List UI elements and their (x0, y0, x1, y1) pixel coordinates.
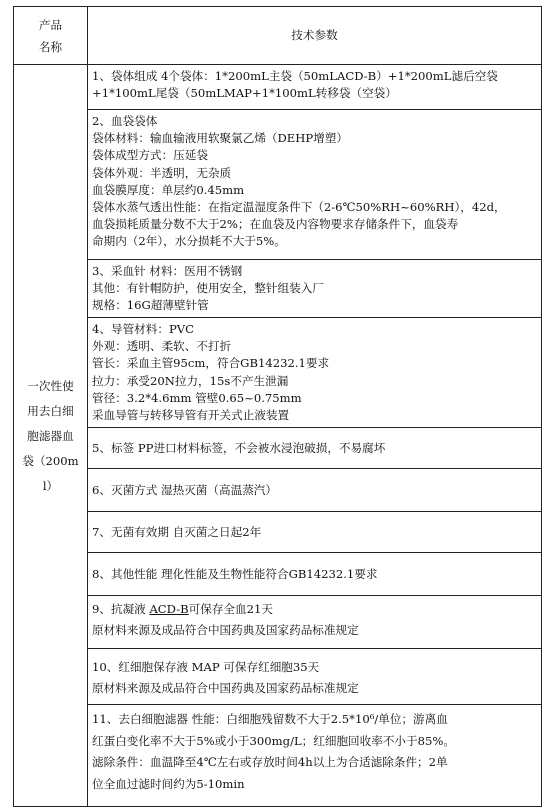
spec-row-11 (14, 705, 542, 807)
spec-4-line2: 外观：透明、柔软、不打折 (92, 339, 232, 354)
product-name-line3: 胞滤器血 (27, 428, 74, 443)
spec-cell-5: 5、标签 PP进口材料标签，不会被水浸泡破损，不易腐坏 (88, 428, 542, 469)
product-name-header-line2: 名称 (38, 40, 63, 54)
spec-2-line1: 2、血袋袋体 (92, 114, 158, 128)
spec-9-line1 (92, 599, 537, 620)
spec-2-line2: 袋体材料：输血输液用软聚氯乙烯（DEHP增塑） (92, 131, 348, 146)
product-name-header-line1: 产品 (38, 18, 63, 32)
spec-10-line2: 原材料来源及成品符合中国药典及国家药品标准规定 (92, 681, 359, 695)
spec-4-line3: 管长：采血主管95cm，符合GB14232.1要求 (92, 356, 330, 371)
spec-row-7 (14, 512, 542, 553)
spec-4-line4: 拉力：承受20N拉力，15s不产生泄漏 (92, 373, 289, 388)
product-name-line1: 一次性使 (27, 378, 74, 393)
spec-9-prefix: 9、抗凝液 (92, 602, 150, 616)
product-name-line4: 袋（200ml） (22, 453, 79, 493)
spec-row-8 (14, 553, 542, 596)
spec-cell-2 (88, 110, 542, 260)
spec-11-line4: 位全血过滤时间约为5-10min (92, 776, 245, 791)
spec-11-line3: 滤除条件：血温降至4℃左右或存放时间4h以上为合适滤除条件；2单 (92, 755, 448, 769)
spec-1-line2: +1*100mL尾袋（50mLMAP+1*100mL转移袋（空袋） (92, 86, 397, 101)
spec-10-line1: 10、红细胞保存液 MAP 可保存红细胞35天 (92, 660, 320, 674)
spec-row-10 (14, 649, 542, 705)
spec-4-line5: 管径：3.2*4.6mm 管壁0.65~0.75mm (92, 390, 302, 405)
spec-cell-10 (88, 649, 542, 705)
spec-cell-11 (88, 705, 542, 807)
spec-3-line2: 其他：有针帽防护，使用安全，整针组装入厂 (92, 281, 324, 296)
spec-9-anticoagulant: ACD-B (149, 602, 189, 616)
spec-row-1 (14, 65, 542, 110)
spec-table (13, 6, 542, 807)
spec-1-line1: 1、袋体组成 4个袋体：1*200mL主袋（50mLACD-B）+1*200mL滤后空袋 (92, 69, 498, 83)
spec-2-line6: 袋体水蒸气透出性能：在指定温湿度条件下（2-6℃50%RH~60%RH），42d， (92, 200, 506, 215)
spec-cell-7: 7、无菌有效期 自灭菌之日起2年 (88, 512, 542, 553)
spec-4-line6: 采血导管与转移导管有开关式止液装置 (92, 408, 290, 423)
spec-row-4 (14, 318, 542, 428)
spec-3-line3: 规格：16G超薄壁针管 (92, 298, 209, 313)
spec-cell-8: 8、其他性能 理化性能及生物性能符合GB14232.1要求 (88, 553, 542, 596)
spec-cell-6: 6、灭菌方式 湿热灭菌（高温蒸汽） (88, 469, 542, 512)
product-name-header (14, 7, 88, 65)
product-name-cell (14, 65, 88, 807)
spec-2-line8: 命期内（2年），水分损耗不大于5%。 (92, 234, 286, 249)
spec-11-line1: 11、去白细胞滤器 性能：白细胞残留数不大于2.5*10⁶/单位；游离血 (92, 712, 448, 726)
header-row (14, 7, 542, 65)
product-name-line2: 用去白细 (27, 403, 74, 418)
spec-row-5 (14, 428, 542, 469)
spec-9-suffix: 可保存全血21天 (188, 602, 273, 616)
spec-cell-3 (88, 260, 542, 318)
spec-2-line3: 袋体成型方式：压延袋 (92, 148, 208, 163)
spec-row-6 (14, 469, 542, 512)
spec-2-line5: 血袋膜厚度：单层约0.45mm (92, 182, 245, 197)
spec-3-line1: 3、采血针 材料：医用不锈钢 (92, 264, 243, 278)
spec-cell-1 (88, 65, 542, 110)
tech-params-header: 技术参数 (88, 7, 542, 65)
spec-11-line2: 红蛋白变化率不大于5%或小于300mg/L；红细胞回收率不小于85%。 (92, 733, 455, 748)
spec-2-line7: 血袋损耗质量分数不大于2%；在血袋及内容物要求存储条件下，血袋寿 (92, 217, 459, 232)
spec-cell-4 (88, 318, 542, 428)
spec-row-2 (14, 110, 542, 260)
spec-2-line4: 袋体外观：半透明，无杂质 (92, 165, 232, 180)
spec-9-line2: 原材料来源及成品符合中国药典及国家药品标准规定 (92, 623, 359, 637)
spec-cell-9 (88, 596, 542, 649)
spec-4-line1: 4、导管材料：PVC (92, 322, 194, 336)
spec-row-9 (14, 596, 542, 649)
spec-row-3 (14, 260, 542, 318)
